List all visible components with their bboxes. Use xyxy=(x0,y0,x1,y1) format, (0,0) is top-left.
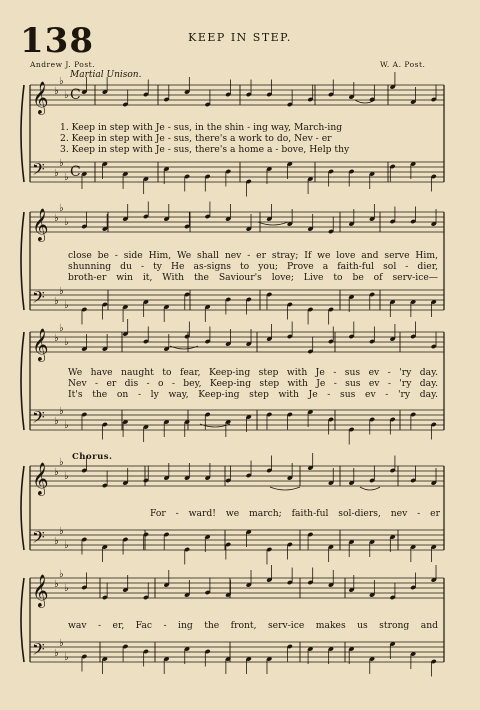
slur xyxy=(170,346,198,349)
flat-sign: ♭ xyxy=(59,323,64,334)
verse-1-line-1: 1. Keep in step with Je - sus, in the shin - ing way, March-ing xyxy=(60,122,343,133)
slur xyxy=(360,487,380,490)
verse-3-line-2: broth-er win it, With the Saviour's love; Live to be of serv-ice— xyxy=(68,272,438,283)
flat-sign: ♭ xyxy=(59,76,64,87)
verse-1-line-3: We have naught to fear, Keep-ing step with Je - sus ev - 'ry day. xyxy=(68,367,438,378)
flat-sign: ♭ xyxy=(54,467,59,478)
flat-sign: ♭ xyxy=(54,416,59,427)
flat-sign: ♭ xyxy=(54,648,59,659)
flat-sign: ♭ xyxy=(64,471,69,482)
treble-clef: 𝄞 xyxy=(32,328,49,361)
slur xyxy=(258,222,288,225)
flat-sign: ♭ xyxy=(59,526,64,537)
brace xyxy=(21,85,24,182)
brace xyxy=(21,466,24,550)
flat-sign: ♭ xyxy=(64,217,69,228)
bass-clef: 𝄢 xyxy=(32,407,45,431)
treble-clef: 𝄞 xyxy=(32,81,49,114)
chorus-label: Chorus. xyxy=(72,452,113,462)
verse-2-line-1: 2. Keep in step with Je - sus, there's a work to do, Nev - er xyxy=(60,133,332,144)
time-signature: C xyxy=(70,164,81,180)
time-signature: C xyxy=(70,87,81,103)
flat-sign: ♭ xyxy=(64,337,69,348)
chorus-line-1: For - ward! we march; faith-ful sol-diers, nev - er xyxy=(150,508,440,519)
flat-sign: ♭ xyxy=(59,286,64,297)
composer-credit: W. A. Post. xyxy=(380,60,426,69)
flat-sign: ♭ xyxy=(59,406,64,417)
flat-sign: ♭ xyxy=(54,213,59,224)
flat-sign: ♭ xyxy=(59,203,64,214)
verse-1-line-2: close be - side Him, We shall nev - er stray; If we love and serve Him, xyxy=(68,250,438,261)
flat-sign: ♭ xyxy=(59,569,64,580)
brace xyxy=(21,578,24,662)
flat-sign: ♭ xyxy=(64,652,69,663)
page-number: 138 xyxy=(20,21,94,61)
flat-sign: ♭ xyxy=(64,300,69,311)
flat-sign: ♭ xyxy=(64,172,69,183)
flat-sign: ♭ xyxy=(54,86,59,97)
flat-sign: ♭ xyxy=(54,168,59,179)
flat-sign: ♭ xyxy=(64,583,69,594)
brace xyxy=(21,212,24,310)
treble-clef: 𝄞 xyxy=(32,574,49,607)
tempo-marking: Martial Unison. xyxy=(70,70,142,80)
flat-sign: ♭ xyxy=(64,420,69,431)
flat-sign: ♭ xyxy=(59,158,64,169)
flat-sign: ♭ xyxy=(59,457,64,468)
slur xyxy=(270,487,300,490)
flat-sign: ♭ xyxy=(64,540,69,551)
chorus-line-2: wav - er, Fac - ing the front, serv-ice makes us strong and xyxy=(68,620,438,631)
hymn-title: KEEP IN STEP. xyxy=(188,31,292,44)
bass-clef: 𝄢 xyxy=(32,639,45,663)
bass-clef: 𝄢 xyxy=(32,527,45,551)
verse-3-line-3: It's the on - ly way, Keep-ing step with Je - sus ev - 'ry day. xyxy=(68,389,438,400)
flat-sign: ♭ xyxy=(59,638,64,649)
verse-3-line-1: 3. Keep in step with Je - sus, there's a home a - bove, Help thy xyxy=(60,144,350,155)
flat-sign: ♭ xyxy=(54,333,59,344)
bass-clef: 𝄢 xyxy=(32,287,45,311)
bass-clef: 𝄢 xyxy=(32,159,45,183)
brace xyxy=(21,332,24,430)
treble-clef: 𝄞 xyxy=(32,208,49,241)
lyricist-credit: Andrew J. Post. xyxy=(30,60,96,69)
flat-sign: ♭ xyxy=(54,296,59,307)
flat-sign: ♭ xyxy=(64,90,69,101)
verse-2-line-3: Nev - er dis - o - bey, Keep-ing step with Je - sus ev - 'ry day. xyxy=(68,378,438,389)
flat-sign: ♭ xyxy=(54,536,59,547)
flat-sign: ♭ xyxy=(54,579,59,590)
treble-clef: 𝄞 xyxy=(32,462,49,495)
verse-2-line-2: shunning du - ty He as-signs to you; Prove a faith-ful sol - dier, xyxy=(68,261,438,272)
